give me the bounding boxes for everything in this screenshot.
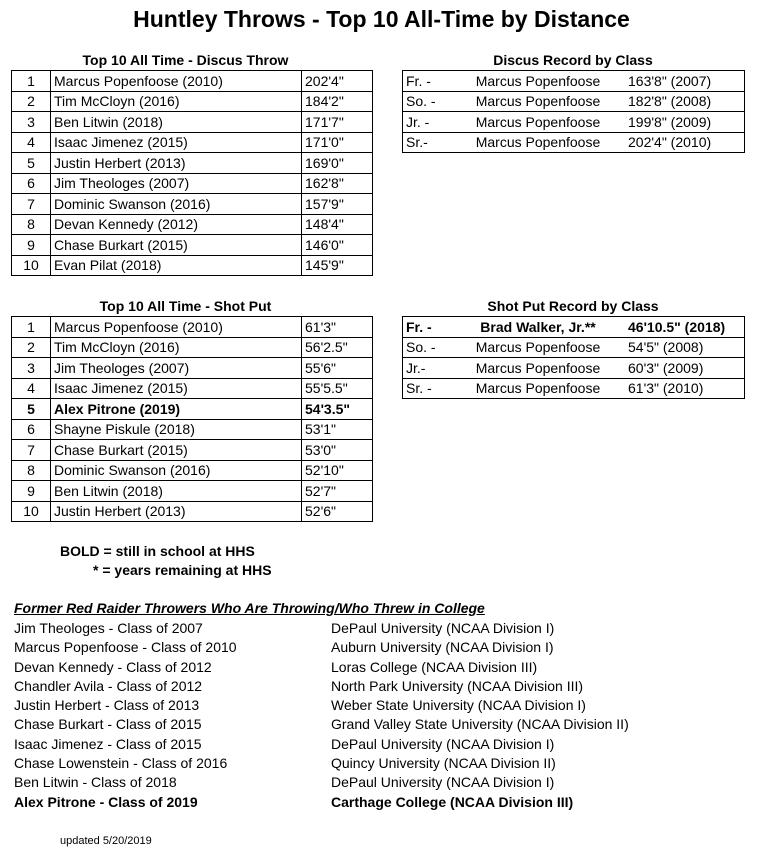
shot-class-row (403, 317, 745, 338)
shot-top10-row (12, 317, 373, 338)
shot-class-mark-cell: 46'10.5" (2018) (625, 317, 745, 338)
shot-top10-name-cell: Jim Theologes (2007) (51, 358, 302, 379)
shot-class-row (403, 358, 745, 379)
discus-class-row (403, 112, 745, 133)
college-athlete: Isaac Jimenez - Class of 2015 (14, 735, 202, 752)
shot-top10-row (12, 419, 373, 440)
college-list-item (14, 638, 629, 657)
college-athlete: Chase Lowenstein - Class of 2016 (14, 755, 228, 772)
discus-top10-row (12, 91, 373, 112)
discus-top10-rank-cell: 7 (12, 194, 51, 215)
discus-top10-rank-cell: 6 (12, 173, 51, 194)
shot-top10-mark-cell: 52'6" (302, 501, 373, 522)
discus-top10-mark-cell: 171'0" (302, 132, 373, 153)
legend-bold-note: BOLD = still in school at HHS (60, 543, 255, 559)
shot-class-mark-cell: 60'3" (2009) (625, 358, 745, 379)
college-school: North Park University (NCAA Division III) (331, 677, 584, 694)
shot-top10-row (12, 337, 373, 358)
discus-top10-mark-cell: 202'4" (302, 71, 373, 92)
shot-top10-table (11, 316, 373, 522)
college-school: Weber State University (NCAA Division I) (331, 697, 586, 714)
discus-class-mark-cell: 199'8" (2009) (625, 112, 745, 133)
discus-top10-mark-cell: 146'0" (302, 235, 373, 256)
college-list-item (14, 793, 629, 812)
page-title: Huntley Throws - Top 10 All-Time by Distance (133, 6, 630, 32)
college-list-item (14, 735, 629, 754)
shot-class-cls-cell: So. - (403, 337, 452, 358)
shot-class-cls-cell: Sr. - (406, 380, 432, 397)
shot-top10-rank-cell: 2 (12, 337, 51, 358)
shot-top10-row (12, 460, 373, 481)
discus-top10-mark-cell: 145'9" (302, 255, 373, 276)
college-school: DePaul University (NCAA Division I) (331, 774, 555, 791)
college-school: Auburn University (NCAA Division I) (331, 639, 554, 656)
shot-class-name-cell: Marcus Popenfoose (451, 337, 625, 358)
discus-class-name-cell: Marcus Popenfoose (475, 134, 601, 151)
discus-top10-name-cell: Marcus Popenfoose (2010) (51, 71, 302, 92)
discus-top10-name-cell: Jim Theologes (2007) (51, 173, 302, 194)
shot-class-table (402, 316, 745, 399)
discus-class-row (403, 91, 745, 112)
shot-top10-mark-cell: 53'0" (302, 440, 373, 461)
discus-top10-row (12, 214, 373, 235)
college-school: DePaul University (NCAA Division I) (331, 735, 555, 752)
shot-class-mark-cell: 54'5" (2008) (625, 337, 745, 358)
shot-class-row (403, 337, 745, 358)
shot-top10-name-cell: Alex Pitrone (2019) (51, 399, 302, 420)
shot-top10-mark-cell: 54'3.5" (302, 399, 373, 420)
college-list-item (14, 715, 629, 734)
college-athlete: Marcus Popenfoose - Class of 2010 (14, 639, 237, 656)
discus-top10-mark-cell: 162'8" (302, 173, 373, 194)
shot-top10-name-cell: Isaac Jimenez (2015) (51, 378, 302, 399)
discus-top10-row (12, 132, 373, 153)
college-list-item (14, 773, 629, 792)
discus-top10-rank-cell: 4 (12, 132, 51, 153)
discus-class-cls-cell: Jr. - (403, 112, 452, 133)
discus-top10-row (12, 153, 373, 174)
shot-class-mark-cell: 61'3" (2010) (628, 380, 704, 397)
discus-class-title: Discus Record by Class (493, 52, 653, 68)
college-school: DePaul University (NCAA Division I) (331, 620, 555, 636)
shot-top10-rank-cell: 3 (12, 358, 51, 379)
discus-top10-rank-cell: 9 (12, 235, 51, 256)
discus-class-mark-cell: 163'8" (2007) (625, 71, 745, 92)
shot-top10-mark-cell: 52'7" (302, 481, 373, 502)
discus-top10-name-cell: Justin Herbert (2013) (51, 153, 302, 174)
discus-top10-rank-cell: 8 (12, 214, 51, 235)
shot-top10-row (12, 378, 373, 399)
discus-class-cls-cell: Sr.- (406, 134, 428, 151)
updated-note: updated 5/20/2019 (60, 835, 152, 847)
discus-top10-name-cell: Devan Kennedy (2012) (51, 214, 302, 235)
shot-top10-name-cell: Marcus Popenfoose (2010) (51, 317, 302, 338)
shot-class-name-cell: Marcus Popenfoose (451, 358, 625, 379)
discus-class-table (402, 70, 745, 153)
shot-top10-mark-cell: 55'5.5" (302, 378, 373, 399)
discus-top10-name-cell: Isaac Jimenez (2015) (51, 132, 302, 153)
discus-top10-name-cell: Tim McCloyn (2016) (51, 91, 302, 112)
college-school: Loras College (NCAA Division III) (331, 658, 538, 675)
discus-top10-title: Top 10 All Time - Discus Throw (82, 52, 289, 68)
shot-top10-title: Top 10 All Time - Shot Put (99, 298, 272, 314)
shot-class-name-cell: Marcus Popenfoose (475, 380, 601, 397)
shot-top10-row (12, 358, 373, 379)
college-list-item (14, 677, 629, 696)
college-list-item (14, 696, 629, 715)
shot-class-row (403, 378, 745, 399)
discus-top10-row (12, 71, 373, 92)
discus-top10-row (12, 194, 373, 215)
shot-top10-mark-cell: 56'2.5" (302, 337, 373, 358)
shot-top10-mark-cell: 55'6" (302, 358, 373, 379)
discus-class-cls-cell: Fr. - (403, 71, 452, 92)
discus-class-name-cell: Marcus Popenfoose (451, 71, 625, 92)
shot-class-cls-cell: Fr. - (403, 317, 452, 338)
discus-class-cls-cell: So. - (403, 91, 452, 112)
shot-top10-rank-cell: 1 (12, 317, 51, 338)
legend (60, 542, 272, 580)
discus-top10-rank-cell: 5 (12, 153, 51, 174)
college-school: Quincy University (NCAA Division II) (331, 755, 556, 772)
discus-top10-rank-cell: 2 (12, 91, 51, 112)
shot-top10-row (12, 481, 373, 502)
discus-top10-table (11, 70, 373, 276)
discus-class-mark-cell: 182'8" (2008) (625, 91, 745, 112)
shot-class-name-cell: Brad Walker, Jr.** (451, 317, 625, 338)
discus-top10-mark-cell: 171'7" (302, 112, 373, 133)
discus-top10-row (12, 235, 373, 256)
college-list-item (14, 658, 629, 677)
college-list-item (14, 754, 629, 773)
discus-class-name-cell: Marcus Popenfoose (451, 112, 625, 133)
legend-star-note: * = years remaining at HHS (93, 562, 272, 578)
discus-top10-name-cell: Evan Pilat (2018) (51, 255, 302, 276)
shot-top10-row (12, 440, 373, 461)
shot-class-cls-cell: Jr.- (403, 358, 452, 379)
shot-top10-rank-cell: 4 (12, 378, 51, 399)
shot-top10-rank-cell: 6 (12, 419, 51, 440)
college-section-title: Former Red Raider Throwers Who Are Throwing/Who Threw in College (14, 600, 485, 616)
discus-top10-rank-cell: 10 (12, 255, 51, 276)
shot-top10-row (12, 399, 373, 420)
shot-top10-row (12, 501, 373, 522)
shot-top10-name-cell: Chase Burkart (2015) (51, 440, 302, 461)
discus-top10-row (12, 173, 373, 194)
shot-top10-rank-cell: 5 (12, 399, 51, 420)
discus-top10-rank-cell: 3 (12, 112, 51, 133)
shot-top10-name-cell: Tim McCloyn (2016) (51, 337, 302, 358)
college-school: Carthage College (NCAA Division III) (331, 793, 574, 810)
college-athlete: Ben Litwin - Class of 2018 (14, 774, 177, 791)
college-school: Grand Valley State University (NCAA Division II) (331, 716, 629, 733)
college-athlete: Chandler Avila - Class of 2012 (14, 677, 203, 694)
shot-top10-mark-cell: 52'10" (302, 460, 373, 481)
shot-top10-rank-cell: 9 (12, 481, 51, 502)
discus-top10-row (12, 112, 373, 133)
discus-top10-mark-cell: 148'4" (302, 214, 373, 235)
shot-top10-rank-cell: 10 (12, 501, 51, 522)
discus-top10-mark-cell: 184'2" (302, 91, 373, 112)
discus-class-row (403, 132, 745, 153)
discus-class-name-cell: Marcus Popenfoose (451, 91, 625, 112)
shot-top10-name-cell: Dominic Swanson (2016) (51, 460, 302, 481)
college-athlete: Jim Theologes - Class of 2007 (14, 620, 203, 636)
shot-top10-mark-cell: 53'1" (302, 419, 373, 440)
discus-top10-mark-cell: 169'0" (302, 153, 373, 174)
discus-class-mark-cell: 202'4" (2010) (628, 134, 712, 151)
shot-top10-mark-cell: 61'3" (302, 317, 373, 338)
college-athlete: Chase Burkart - Class of 2015 (14, 716, 202, 733)
college-athlete: Alex Pitrone - Class of 2019 (14, 793, 198, 810)
shot-top10-rank-cell: 7 (12, 440, 51, 461)
discus-top10-row (12, 255, 373, 276)
shot-top10-name-cell: Shayne Piskule (2018) (51, 419, 302, 440)
college-list (14, 619, 629, 812)
shot-top10-name-cell: Ben Litwin (2018) (51, 481, 302, 502)
college-list-item (14, 619, 629, 638)
discus-top10-mark-cell: 157'9" (302, 194, 373, 215)
college-athlete: Devan Kennedy - Class of 2012 (14, 658, 212, 675)
shot-class-title: Shot Put Record by Class (487, 298, 659, 314)
discus-class-row (403, 71, 745, 92)
college-athlete: Justin Herbert - Class of 2013 (14, 697, 200, 714)
shot-top10-name-cell: Justin Herbert (2013) (51, 501, 302, 522)
discus-top10-name-cell: Dominic Swanson (2016) (51, 194, 302, 215)
discus-top10-name-cell: Chase Burkart (2015) (51, 235, 302, 256)
discus-top10-rank-cell: 1 (12, 71, 51, 92)
shot-top10-rank-cell: 8 (12, 460, 51, 481)
discus-top10-name-cell: Ben Litwin (2018) (51, 112, 302, 133)
